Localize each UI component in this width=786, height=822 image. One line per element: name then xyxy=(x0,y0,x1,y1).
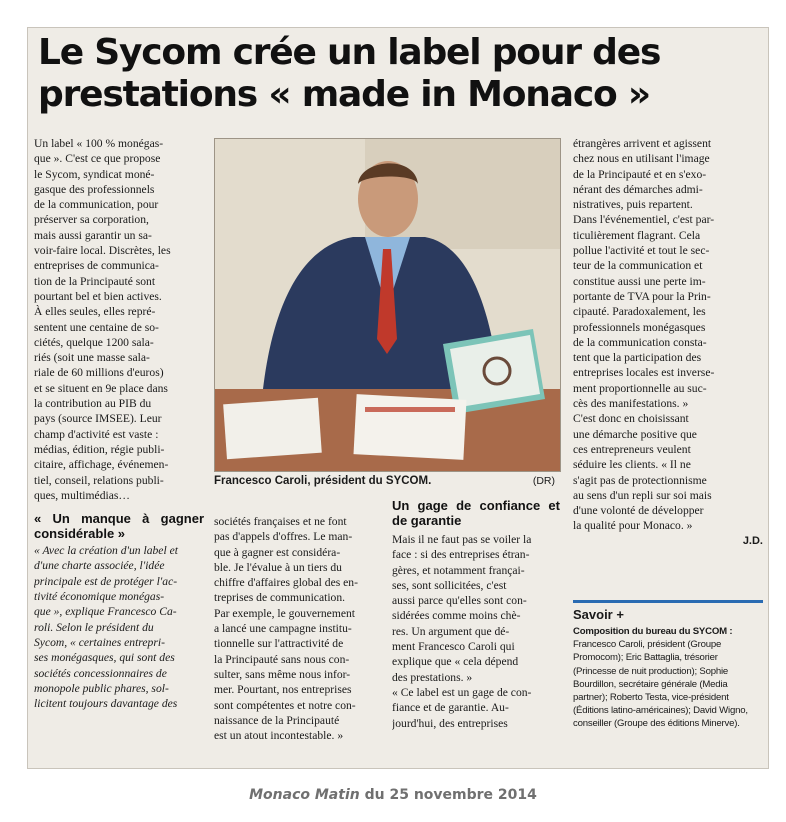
column-4-line: entreprises locales est inverse- xyxy=(573,366,715,380)
column-2-line: la Principauté sans nous con- xyxy=(214,652,350,666)
column-1-line: tion de la Principauté sont xyxy=(34,274,156,288)
savoir-body xyxy=(573,625,763,731)
column-4-line: portante de TVA pour la Prin- xyxy=(573,289,711,303)
column-3-line: face : si des entreprises étran- xyxy=(392,548,530,562)
column-4-line: de la Principauté et en s'exo- xyxy=(573,167,707,181)
subhead-gage: Un gage de confiance et de garantie xyxy=(392,498,560,528)
column-1-line: pourtant bel et bien actives. xyxy=(34,289,162,303)
column-3-line: aussi parce qu'elles sont con- xyxy=(392,594,527,608)
column-3-line: ses, sont sollicitées, c'est xyxy=(392,578,507,592)
portrait-photo xyxy=(214,138,561,472)
column-1-line: tiel, conseil, relations publi- xyxy=(34,473,164,487)
column-1-line: riés (soit une masse sala- xyxy=(34,351,150,365)
column-4-line: la qualité pour Monaco. » xyxy=(573,519,693,533)
subhead-manque: « Un manque à gagner considérable » xyxy=(34,511,204,542)
savoir-plus-box xyxy=(573,600,763,731)
column-1-quote-line: Sycom, « certaines entrepri- xyxy=(34,635,165,649)
column-4-line: pollue l'activité et tout le sec- xyxy=(573,244,710,258)
photo-credit: (DR) xyxy=(532,475,555,487)
column-1-line: mais aussi garantir un sa- xyxy=(34,228,152,242)
column-1-line: ciétés, quelque 1200 sala- xyxy=(34,335,154,349)
column-3-line: jourd'hui, des entreprises xyxy=(392,716,508,730)
column-1-line: de la communication, pour xyxy=(34,198,159,212)
portrait-illustration xyxy=(215,139,560,471)
savoir-divider xyxy=(573,600,763,603)
column-3-line: des prestations. » xyxy=(392,670,473,684)
column-1-line: riale de 60 millions d'euros) xyxy=(34,366,164,380)
source-date: du 25 novembre 2014 xyxy=(364,787,537,803)
column-4-line: étrangères arrivent et agissent xyxy=(573,137,712,150)
column-4-line: au sens d'un repli sur soi mais xyxy=(573,488,712,502)
newspaper-clipping xyxy=(27,27,769,769)
savoir-title: Savoir + xyxy=(573,607,624,622)
column-3-line: fiance et de garantie. Au- xyxy=(392,701,509,715)
column-4-line: d'une volonté de développer xyxy=(573,504,704,518)
column-4-text xyxy=(573,136,763,534)
column-1-quote-line: que », explique Francesco Ca- xyxy=(34,605,177,619)
column-1-line: que ». C'est ce que propose xyxy=(34,152,161,166)
column-4-line: tent que la participation des xyxy=(573,351,702,365)
headline xyxy=(38,32,762,116)
column-4-line: chez nous en utilisant l'image xyxy=(573,152,710,166)
column-3-line: res. Un argument que dé- xyxy=(392,624,510,638)
column-4-line: professionnels monégasques xyxy=(573,320,706,334)
column-4-line: cipauté. Paradoxalement, les xyxy=(573,305,706,319)
column-4-line: Dans l'événementiel, c'est par- xyxy=(573,213,715,227)
column-2-line: pas d'appels d'offres. Le man- xyxy=(214,530,353,544)
column-1-line: Un label « 100 % monégas- xyxy=(34,137,164,150)
column-3-text xyxy=(392,532,560,731)
source-name: Monaco Matin xyxy=(249,787,360,803)
column-3-line: gères, et notamment françai- xyxy=(392,563,525,577)
column-2-line: sociétés françaises et ne font xyxy=(214,515,347,528)
column-1-quote-line: monopole public phares, sol- xyxy=(34,681,169,695)
column-2-line: que à gagner est considéra- xyxy=(214,545,341,559)
column-4-line: s'agit pas de protectionnisme xyxy=(573,473,707,487)
column-2-text xyxy=(214,514,382,743)
column-4-line: cès des manifestations. » xyxy=(573,397,689,411)
source-caption xyxy=(0,787,786,803)
column-4 xyxy=(573,136,763,549)
column-1-line: le Sycom, syndicat moné- xyxy=(34,167,155,181)
column-4-line: ces entrepreneurs veulent xyxy=(573,442,691,456)
column-1-line: médias, édition, régie publi- xyxy=(34,442,165,456)
photo-caption-text: Francesco Caroli, président du SYCOM. xyxy=(214,475,432,487)
column-1-line: À elles seules, elles repré- xyxy=(34,305,156,319)
column-1-quote-line: tivité économique monégas- xyxy=(34,590,165,604)
column-1 xyxy=(34,136,204,711)
column-1-line: voir-faire local. Discrètes, les xyxy=(34,244,171,258)
column-2-line: est un atout incontestable. » xyxy=(214,729,344,743)
column-1-line: champ d'activité est vaste : xyxy=(34,427,159,441)
column-4-line: nistratives, puis repartent. xyxy=(573,198,693,212)
column-1-quote-line: ses monégasques, qui sont des xyxy=(34,651,175,665)
column-1-line: citaire, affichage, événemen- xyxy=(34,458,169,472)
column-1-quote-line: roli. Selon le président du xyxy=(34,620,154,634)
author-signature: J.D. xyxy=(742,534,763,547)
column-4-line: nérant des démarches admi- xyxy=(573,182,703,196)
column-2-line: sont compétentes et notre con- xyxy=(214,698,356,712)
column-1-line: préserver sa corporation, xyxy=(34,213,149,227)
column-1-quote-line: licitent toujours davantage des xyxy=(34,697,178,711)
column-4-line: ment proportionnelle au suc- xyxy=(573,381,707,395)
column-1-quote xyxy=(34,543,204,711)
column-2-line: ble. Je l'évalue à un tiers du xyxy=(214,560,342,574)
column-1-line: la contribution au PIB du xyxy=(34,397,152,411)
column-2-line: Par exemple, le gouvernement xyxy=(214,606,356,620)
column-3 xyxy=(392,498,560,731)
column-1-line: pays (source IMSEE). Leur xyxy=(34,412,162,426)
column-1-quote-line: d'une charte associée, l'idée xyxy=(34,559,165,573)
column-1-line: entreprises de communica- xyxy=(34,259,159,273)
column-3-line: Mais il ne faut pas se voiler la xyxy=(392,533,532,546)
column-4-line: de la communication consta- xyxy=(573,335,707,349)
column-3-line: explique que « cela dépend xyxy=(392,655,519,669)
column-2-line: tionnelle sur l'attractivité de xyxy=(214,637,344,651)
column-1-line: gasque des professionnels xyxy=(34,182,155,196)
column-4-line: C'est donc en choisissant xyxy=(573,412,689,426)
column-4-line: une démarche positive que xyxy=(573,427,697,441)
column-2-line: a lancé une campagne institu- xyxy=(214,622,352,636)
column-2-line: sulter, sans même nous infor- xyxy=(214,667,351,681)
column-2-line: naissance de la Principauté xyxy=(214,713,340,727)
column-4-line: séduire les clients. « Il ne xyxy=(573,458,691,472)
column-2-line: treprises de communication. xyxy=(214,591,346,605)
savoir-heading: Composition du bureau du SYCOM : xyxy=(573,626,733,637)
column-1-line: sentent une centaine de so- xyxy=(34,320,159,334)
column-1-quote-line: sociétés concessionnaires de xyxy=(34,666,167,680)
photo-caption xyxy=(214,475,559,487)
column-3-line: ment Francesco Caroli qui xyxy=(392,640,515,654)
column-1-line: et se situent en 9e place dans xyxy=(34,381,168,395)
column-4-line: teur de la communication et xyxy=(573,259,703,273)
column-2 xyxy=(214,514,382,743)
column-1-intro xyxy=(34,136,204,503)
savoir-text: Francesco Caroli, président (Groupe Promocom); Eric Battaglia, trésorier (Princesse de nuit production); Sophie Bourdillon, secrétaire générale (Media partner); Roberto Testa, vice-président (Éditions latino-américaines); David Wigno, conseiller (Groupe des éditions Minerve). xyxy=(573,639,748,730)
column-3-line: sidérées comme moins chè- xyxy=(392,609,521,623)
column-1-quote-line: principale est de protéger l'ac- xyxy=(34,574,178,588)
headline-line-1: Le Sycom crée un label pour des xyxy=(38,32,661,73)
column-1-line: ques, multimédias… xyxy=(34,488,130,502)
column-2-line: chiffre d'affaires global des en- xyxy=(214,576,358,590)
column-2-line: mer. Pourtant, nos entreprises xyxy=(214,683,352,697)
column-4-line: ticulièrement flagrant. Cela xyxy=(573,228,701,242)
column-3-line: « Ce label est un gage de con- xyxy=(392,685,532,699)
headline-line-2: prestations « made in Monaco » xyxy=(38,74,650,115)
column-4-line: constitue aussi une perte im- xyxy=(573,274,706,288)
column-1-quote-line: « Avec la création d'un label et xyxy=(34,544,178,558)
